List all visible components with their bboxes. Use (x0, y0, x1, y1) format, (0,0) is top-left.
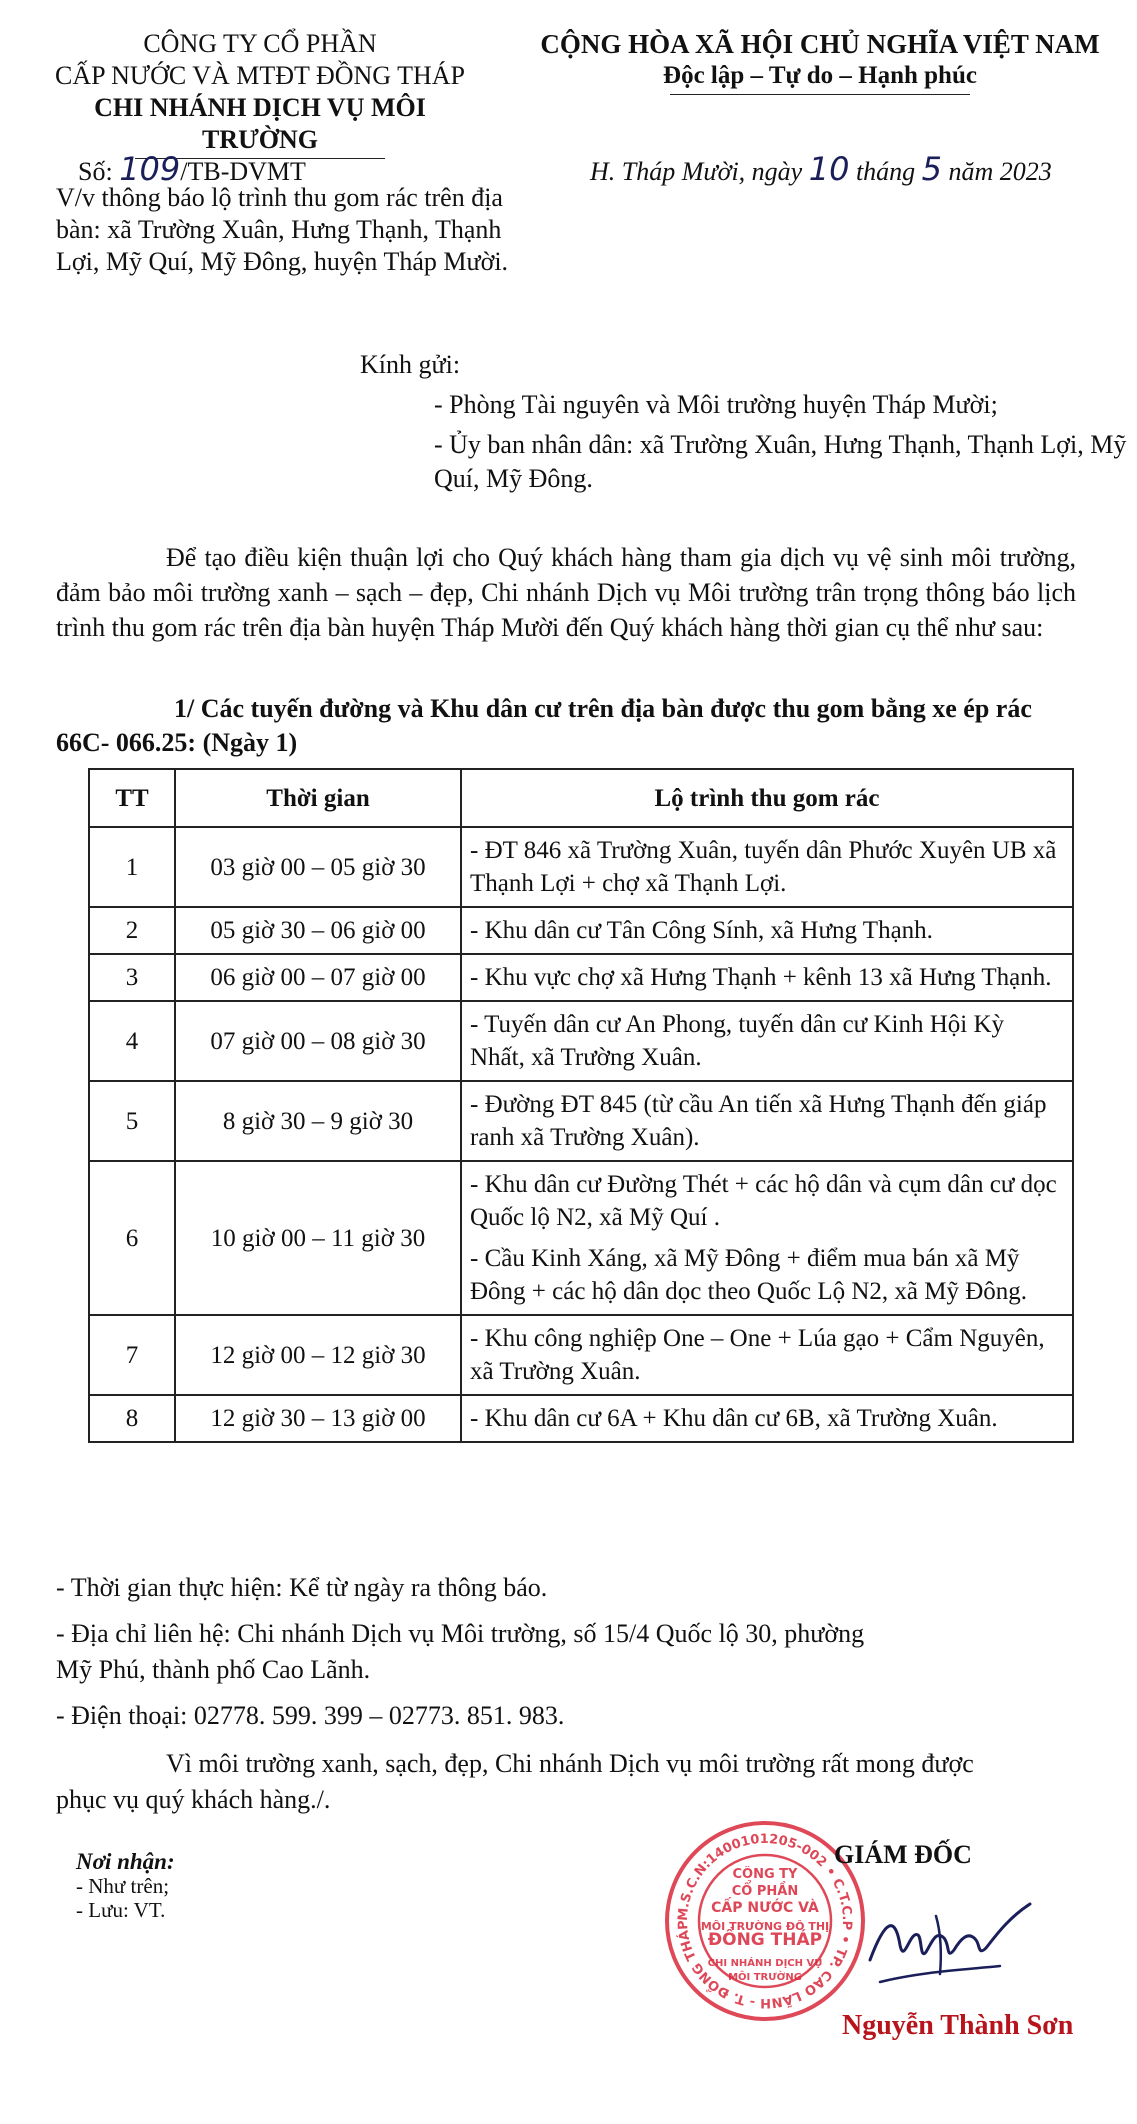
recipients-list (434, 388, 1137, 502)
closing-line-a: Vì môi trường xanh, sạch, đẹp, Chi nhánh Dịch vụ môi trường rất mong được (166, 1749, 974, 1778)
cell-time: 03 giờ 00 – 05 giờ 30 (175, 827, 461, 907)
doc-number-suffix: /TB-DVMT (180, 157, 306, 186)
route-item: - Khu dân cư Tân Công Sính, xã Hưng Thạnh. (470, 917, 933, 944)
date-year: năm 2023 (948, 157, 1052, 186)
closing-line-b: phục vụ quý khách hàng./. (56, 1785, 331, 1814)
route-item: - Khu dân cư 6A + Khu dân cư 6B, xã Trường Xuân. (470, 1405, 998, 1432)
cell-route (461, 1395, 1073, 1442)
company-header (40, 28, 480, 159)
table-row (89, 827, 1073, 907)
route-item: - Đường ĐT 845 (từ cầu An tiến xã Hưng Thạnh đến giáp ranh xã Trường Xuân). (470, 1091, 1047, 1151)
noi-nhan-item: - Lưu: VT. (76, 1898, 166, 1922)
noi-nhan-title: Nơi nhận: (76, 1849, 175, 1874)
company-line-2: CẤP NƯỚC VÀ MTĐT ĐỒNG THÁP (55, 61, 465, 90)
note-address-a: - Địa chỉ liên hệ: Chi nhánh Dịch vụ Môi trường, số 15/4 Quốc lộ 30, phường (56, 1619, 865, 1648)
table-row (89, 1081, 1073, 1161)
date-month: 5 (921, 150, 943, 188)
cell-time: 05 giờ 30 – 06 giờ 00 (175, 907, 461, 954)
cell-tt: 6 (89, 1161, 175, 1315)
seal-line: CHI NHÁNH DỊCH VỤ (707, 1958, 823, 1969)
table-header-row (89, 769, 1073, 827)
table-row (89, 1395, 1073, 1442)
route-item: - Khu dân cư Đường Thét + các hộ dân và cụm dân cư dọc Quốc lộ N2, xã Mỹ Quí . (470, 1171, 1057, 1231)
table-row (89, 907, 1073, 954)
cell-time: 10 giờ 00 – 11 giờ 30 (175, 1161, 461, 1315)
note-phone: - Điện thoại: 02778. 599. 399 – 02773. 851. 983. (56, 1701, 565, 1730)
table-row (89, 1315, 1073, 1395)
cell-route (461, 1161, 1073, 1315)
doc-number-prefix: Số: (78, 157, 113, 186)
route-item: - ĐT 846 xã Trường Xuân, tuyến dân Phước Xuyên UB xã Thạnh Lợi + chợ xã Thạnh Lợi. (470, 837, 1057, 897)
table-row (89, 954, 1073, 1001)
subject-line: V/v thông báo lộ trình thu gom rác trên địa bàn: xã Trường Xuân, Hưng Thạnh, Thạnh Lợi, Mỹ Quí, Mỹ Đông, huyện Tháp Mười. (56, 183, 509, 276)
header-tt: TT (89, 769, 175, 827)
nation-header (520, 28, 1120, 95)
cell-tt: 5 (89, 1081, 175, 1161)
note-address-b: Mỹ Phú, thành phố Cao Lãnh. (56, 1655, 371, 1684)
header-underline-right (670, 94, 970, 95)
table-row (89, 1001, 1073, 1081)
cell-tt: 2 (89, 907, 175, 954)
route-item: - Khu vực chợ xã Hưng Thạnh + kênh 13 xã Hưng Thạnh. (470, 964, 1052, 991)
date-place: H. Tháp Mười, ngày (590, 157, 803, 186)
noi-nhan (76, 1850, 175, 1922)
seal-line: ĐỒNG THÁP (707, 1930, 823, 1950)
seal-line: CỔ PHẦN (731, 1884, 799, 1899)
seal-line: CẤP NƯỚC VÀ (711, 1900, 819, 1916)
cell-time: 8 giờ 30 – 9 giờ 30 (175, 1081, 461, 1161)
cell-tt: 3 (89, 954, 175, 1001)
schedule-table (88, 768, 1074, 1443)
route-item: - Cầu Kinh Xáng, xã Mỹ Đông + điểm mua bán xã Mỹ Đông + các hộ dân dọc theo Quốc Lộ N2, xã Mỹ Đông. (470, 1245, 1028, 1305)
note-start-time: - Thời gian thực hiện: Kể từ ngày ra thông báo. (56, 1573, 548, 1602)
seal-line: MÔI TRƯỜNG (728, 1972, 802, 1983)
cell-time: 06 giờ 00 – 07 giờ 00 (175, 954, 461, 1001)
cell-route (461, 907, 1073, 954)
route-item: - Tuyến dân cư An Phong, tuyến dân cư Kinh Hội Kỳ Nhất, xã Trường Xuân. (470, 1011, 1005, 1071)
signature-position: GIÁM ĐỐC (834, 1840, 972, 1869)
cell-time: 12 giờ 00 – 12 giờ 30 (175, 1315, 461, 1395)
cell-tt: 4 (89, 1001, 175, 1081)
signer-name: Nguyễn Thành Sơn (842, 2010, 1074, 2041)
cell-tt: 8 (89, 1395, 175, 1442)
doc-number-handwritten: 109 (119, 150, 181, 188)
date-day: 10 (808, 150, 850, 188)
seal-line: MÔI TRƯỜNG ĐÔ THỊ (700, 1920, 830, 1933)
cell-time: 12 giờ 30 – 13 giờ 00 (175, 1395, 461, 1442)
header-route: Lộ trình thu gom rác (461, 769, 1073, 827)
seal-line: CÔNG TY (732, 1867, 798, 1882)
date-line (590, 150, 1052, 188)
cell-route (461, 1315, 1073, 1395)
nation-title: CỘNG HÒA XÃ HỘI CHỦ NGHĨA VIỆT NAM (540, 29, 1100, 59)
cell-tt: 7 (89, 1315, 175, 1395)
seal-ring-text: M.S.C.N:1400101205-002 • C.T.C.P • TP. CAO LÃNH - T. ĐỒNG THÁP (675, 1831, 855, 2011)
handwritten-signature (860, 1890, 1040, 2005)
cell-route (461, 1081, 1073, 1161)
cell-route (461, 1001, 1073, 1081)
table-row (89, 1161, 1073, 1315)
cell-route (461, 827, 1073, 907)
recipient-item: - Phòng Tài nguyên và Môi trường huyện Tháp Mười; (434, 390, 998, 419)
cell-time: 07 giờ 00 – 08 giờ 30 (175, 1001, 461, 1081)
intro-paragraph: Để tạo điều kiện thuận lợi cho Quý khách hàng tham gia dịch vụ vệ sinh môi trường, đảm bảo môi trường xanh – sạch – đẹp, Chi nhánh Dịch vụ Môi trường trân trọng thông báo lịch trình thu gom rác trên địa bàn huyện Tháp Mười đến Quý khách hàng thời gian cụ thể như sau: (56, 543, 1076, 642)
company-line-3: CHI NHÁNH DỊCH VỤ MÔI TRƯỜNG (94, 93, 426, 154)
company-line-1: CÔNG TY CỔ PHẦN (143, 29, 377, 58)
route-item: - Khu công nghiệp One – One + Lúa gạo + Cẩm Nguyên, xã Trường Xuân. (470, 1325, 1045, 1385)
section-title: 1/ Các tuyến đường và Khu dân cư trên địa bàn được thu gom bằng xe ép rác 66C- 066.25: (Ngày 1) (56, 694, 1032, 757)
nation-motto: Độc lập – Tự do – Hạnh phúc (663, 62, 977, 89)
date-month-label: tháng (855, 157, 916, 186)
cell-route (461, 954, 1073, 1001)
header-time: Thời gian (175, 769, 461, 827)
recipient-item: - Ủy ban nhân dân: xã Trường Xuân, Hưng Thạnh, Thạnh Lợi, Mỹ Quí, Mỹ Đông. (434, 430, 1127, 493)
noi-nhan-item: - Như trên; (76, 1874, 170, 1898)
recipients-label: Kính gửi: (360, 350, 461, 379)
cell-tt: 1 (89, 827, 175, 907)
